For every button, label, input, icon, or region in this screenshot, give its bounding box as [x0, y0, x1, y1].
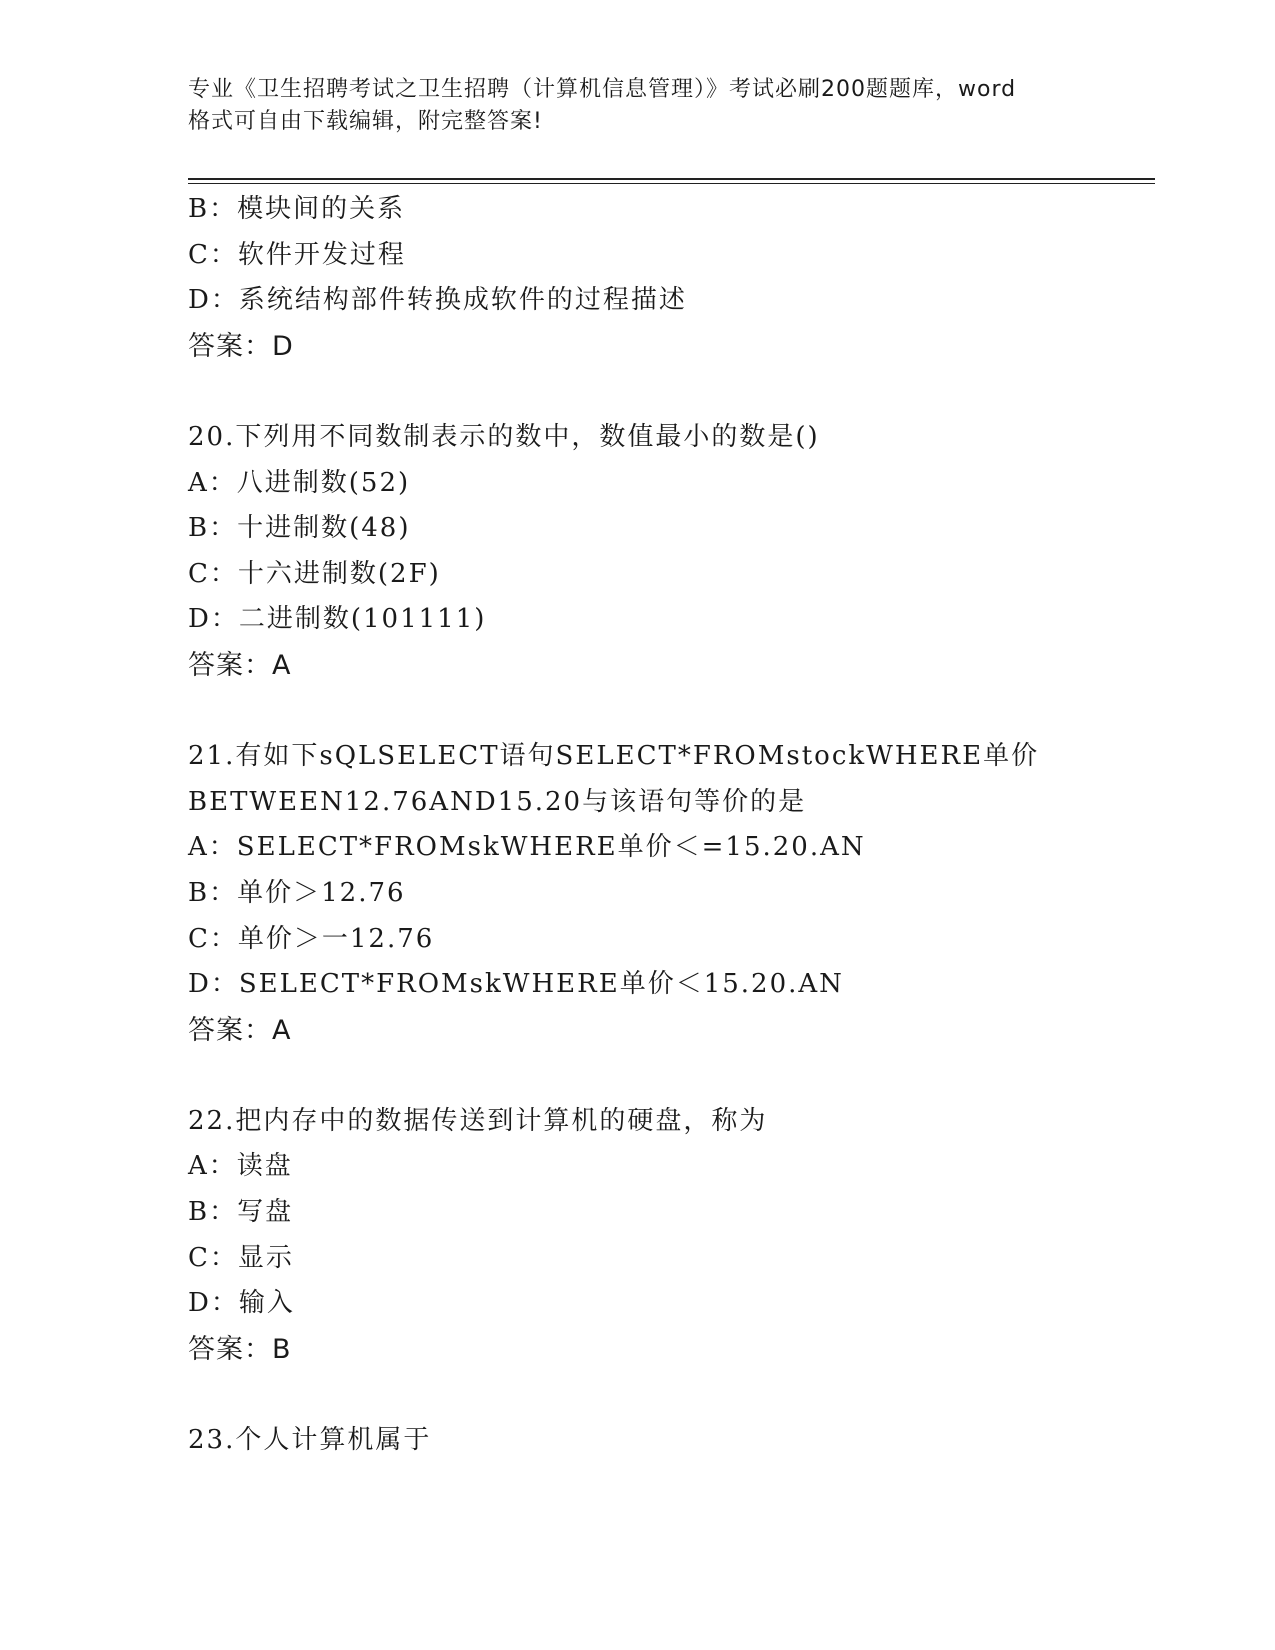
question-block-21	[188, 734, 1138, 1053]
header-divider-thick	[188, 178, 1155, 180]
option-b: B：单价＞12.76	[188, 877, 406, 908]
option-c: C：显示	[188, 1242, 294, 1273]
question-stem-line-1: 21.有如下sQLSELECT语句SELECT*FROMstockWHERE单价	[188, 741, 1040, 772]
answer-line: 答案：B	[188, 1333, 292, 1365]
spacer	[188, 1372, 1138, 1418]
option-d: D：输入	[188, 1288, 295, 1319]
option-b: B：写盘	[188, 1197, 294, 1228]
document-header	[188, 74, 1088, 138]
option-c: C：软件开发过程	[188, 239, 406, 270]
answer-line: 答案：A	[188, 1014, 292, 1046]
question-stem: 22.把内存中的数据传送到计算机的硬盘，称为	[188, 1105, 768, 1136]
option-d: D：系统结构部件转换成软件的过程描述	[188, 285, 687, 316]
option-d: D：二进制数(101111)	[188, 604, 487, 635]
spacer	[188, 1053, 1138, 1099]
spacer	[188, 689, 1138, 735]
question-stem: 20.下列用不同数制表示的数中，数值最小的数是()	[188, 421, 820, 452]
question-stem: 23.个人计算机属于	[188, 1425, 432, 1456]
question-list	[188, 187, 1138, 1464]
header-title-line-1: 专业《卫生招聘考试之卫生招聘（计算机信息管理）》考试必刷200题题库，word	[188, 77, 1017, 102]
option-d: D：SELECT*FROMskWHERE单价＜15.20.AN	[188, 969, 844, 1000]
question-block-23	[188, 1418, 1138, 1464]
option-c: C：单价＞一12.76	[188, 923, 435, 954]
question-stem-line-2: BETWEEN12.76AND15.20与该语句等价的是	[188, 786, 807, 817]
option-c: C：十六进制数(2F)	[188, 558, 441, 589]
question-block-22	[188, 1099, 1138, 1373]
option-a: A：SELECT*FROMskWHERE单价＜=15.20.AN	[188, 832, 866, 863]
option-b: B：十进制数(48)	[188, 513, 411, 544]
header-title-line-2: 格式可自由下载编辑，附完整答案!	[188, 109, 543, 134]
question-block-19	[188, 187, 1138, 369]
question-block-20	[188, 415, 1138, 689]
header-divider-thin	[188, 183, 1155, 184]
spacer	[188, 369, 1138, 415]
option-a: A：读盘	[188, 1151, 293, 1182]
option-b: B：模块间的关系	[188, 194, 406, 224]
answer-line: 答案：D	[188, 330, 294, 362]
option-a: A：八进制数(52)	[188, 467, 411, 498]
answer-line: 答案：A	[188, 649, 292, 681]
